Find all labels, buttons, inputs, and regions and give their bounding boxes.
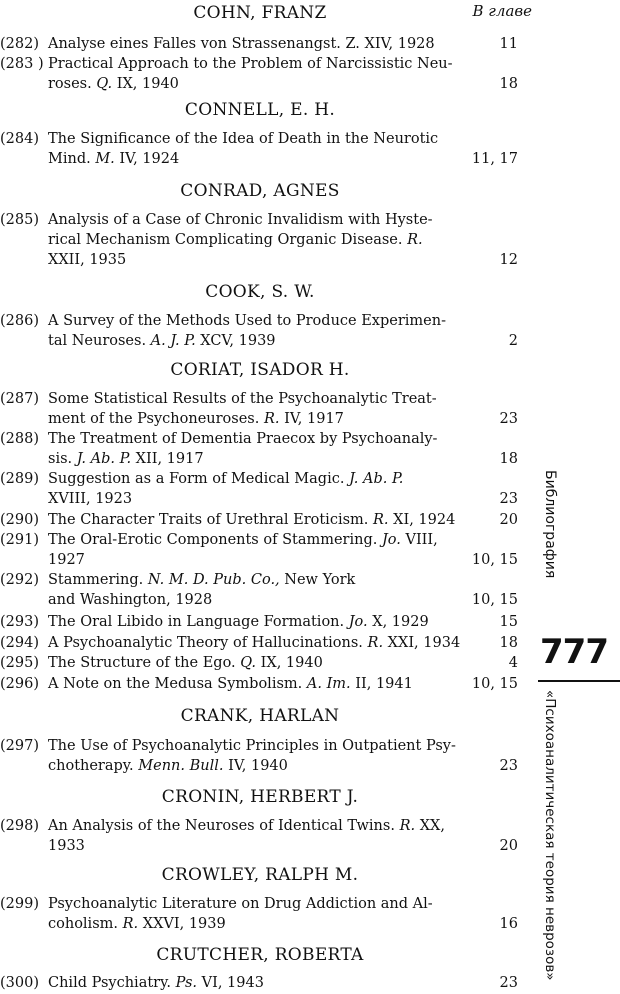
author-heading: CONNELL, E. H. (184, 100, 336, 120)
citation-text: The Use of Psychoanalytic Principles in Outpatient Psy- (48, 738, 456, 754)
citation-text: A Note on the Medusa Symbolism. (48, 676, 307, 692)
citation-text: Suggestion as a Form of Medical Magic. (48, 471, 350, 487)
entry-citation-line (48, 429, 448, 449)
entry-number: (297) (0, 738, 39, 754)
chapter-reference: 23 (499, 758, 518, 774)
journal-abbreviation: M. (95, 151, 115, 167)
citation-text: Practical Approach to the Problem of Narcissistic Neu- (48, 56, 453, 72)
entry-number: (296) (0, 676, 39, 692)
entry-citation-line (48, 653, 448, 673)
entry-citation-line (48, 409, 448, 429)
journal-abbreviation: Q. (96, 76, 113, 92)
citation-text: XX, (415, 818, 445, 834)
bibliography-entry (0, 633, 530, 653)
entry-number: (287) (0, 391, 39, 407)
chapter-reference: 12 (499, 252, 518, 268)
citation-text: chotherapy. (48, 758, 139, 774)
bibliography-entry (0, 973, 530, 993)
journal-abbreviation: J. Ab. P. (76, 451, 132, 467)
entry-citation-line (48, 570, 448, 590)
page-number: 777 (540, 632, 608, 672)
journal-abbreviation: R. (407, 232, 423, 248)
citation-text: The Significance of the Idea of Death in the Neurotic (48, 131, 439, 147)
entry-citation-line (48, 510, 456, 530)
entry-number: (300) (0, 975, 39, 991)
citation-text: 1933 (48, 838, 85, 854)
citation-text: roses. (48, 76, 97, 92)
chapter-reference: 23 (499, 491, 518, 507)
citation-text: A Survey of the Methods Used to Produce Experimen- (48, 313, 446, 329)
citation-text: IV, 1917 (279, 411, 344, 427)
journal-abbreviation: R. (367, 635, 384, 651)
journal-abbreviation: Q. (240, 655, 257, 671)
entry-citation-line (48, 612, 448, 632)
citation-text: and Washington, 1928 (48, 592, 213, 608)
journal-abbreviation: R. (399, 818, 416, 834)
bibliography-entry (0, 54, 530, 94)
entry-citation-line (48, 816, 448, 836)
bibliography-entry (0, 570, 530, 610)
chapter-reference: 10, 15 (471, 676, 518, 692)
entry-citation-line (48, 590, 448, 610)
chapter-reference: 20 (499, 838, 518, 854)
citation-text: XVIII, 1923 (48, 491, 133, 507)
entry-number: (298) (0, 818, 39, 834)
journal-abbreviation: Jo. (381, 532, 401, 548)
author-heading: COHN, FRANZ (193, 3, 327, 23)
entry-citation-line (48, 449, 448, 469)
chapter-reference: 18 (499, 76, 518, 92)
entry-citation-line (48, 311, 448, 331)
entry-citation-line (48, 250, 448, 270)
entry-citation-line (48, 34, 448, 54)
entry-citation-line (48, 331, 448, 351)
entry-citation-line (48, 469, 448, 489)
entry-number: (286) (0, 313, 39, 329)
running-book-title: «Психоаналитическая теория неврозов» (542, 690, 558, 981)
journal-abbreviation: Menn. Bull. (138, 758, 224, 774)
bibliography-entry (0, 129, 530, 169)
citation-text: XII, 1917 (131, 451, 204, 467)
citation-text: sis. (48, 451, 77, 467)
chapter-reference: 18 (499, 635, 518, 651)
chapter-reference: 20 (499, 512, 518, 528)
citation-text: The Treatment of Dementia Praecox by Psychoanaly- (48, 431, 438, 447)
bibliography-entry (0, 736, 530, 776)
chapter-reference: 4 (508, 655, 518, 671)
author-heading: CRONIN, HERBERT J. (161, 787, 359, 807)
citation-text: ment of the Psychoneuroses. (48, 411, 264, 427)
entry-citation-line (48, 530, 448, 550)
citation-text: X, 1929 (367, 614, 429, 630)
author-heading: CRUTCHER, ROBERTA (156, 945, 364, 965)
journal-abbreviation: Jo. (348, 614, 368, 630)
citation-text: II, 1941 (350, 676, 413, 692)
entry-citation-line (48, 914, 448, 934)
entry-citation-line (48, 836, 448, 856)
entry-number: (290) (0, 512, 39, 528)
journal-abbreviation: R. (373, 512, 389, 528)
entry-citation-line (48, 230, 448, 250)
running-section-title: Библиография (542, 470, 558, 579)
citation-text: An Analysis of the Neuroses of Identical Twins. (48, 818, 400, 834)
chapter-reference: 18 (499, 451, 518, 467)
bibliography-entry (0, 34, 530, 54)
journal-abbreviation: J. Ab. P. (349, 471, 404, 487)
journal-abbreviation: A. Im. (306, 676, 351, 692)
bibliography-entry (0, 530, 530, 570)
entry-citation-line (48, 149, 448, 169)
author-heading: COOK, S. W. (205, 282, 315, 302)
citation-text: XXII, 1935 (48, 252, 127, 268)
entry-number: (295) (0, 655, 39, 671)
author-heading: CORIAT, ISADOR H. (170, 360, 350, 380)
journal-abbreviation: N. M. D. Pub. Co., (147, 572, 280, 588)
author-heading: CRANK, HARLAN (180, 706, 340, 726)
column-header: В главе (472, 2, 532, 20)
bibliography-entry (0, 816, 530, 856)
citation-text: XXI, 1934 (383, 635, 461, 651)
entry-number: (293) (0, 614, 39, 630)
entry-citation-line (48, 129, 448, 149)
entry-citation-line (48, 633, 461, 653)
citation-text: Child Psychiatry. (48, 975, 176, 991)
bibliography-entry (0, 612, 530, 632)
citation-text: IV, 1924 (114, 151, 180, 167)
entry-citation-line (48, 550, 448, 570)
entry-citation-line (48, 74, 448, 94)
journal-abbreviation: R. (263, 411, 280, 427)
citation-text: XI, 1924 (388, 512, 456, 528)
bibliography-entry (0, 894, 530, 934)
page-number-rule (538, 680, 620, 682)
chapter-reference: 23 (499, 411, 518, 427)
entry-citation-line (48, 54, 453, 74)
bibliography-entry (0, 469, 530, 509)
citation-text: XXVI, 1939 (138, 916, 226, 932)
citation-text: 1927 (48, 552, 85, 568)
entry-number: (284) (0, 131, 39, 147)
entry-citation-line (48, 389, 448, 409)
chapter-reference: 11, 17 (471, 151, 518, 167)
chapter-reference: 10, 15 (471, 592, 518, 608)
citation-text: IV, 1940 (223, 758, 288, 774)
journal-abbreviation: R. (122, 916, 139, 932)
bibliography-entry (0, 653, 530, 673)
entry-citation-line (48, 674, 448, 694)
entry-number: (285) (0, 212, 39, 228)
chapter-reference: 16 (499, 916, 518, 932)
citation-text: coholism. (48, 916, 123, 932)
bibliography-entry (0, 311, 530, 351)
chapter-reference: 23 (499, 975, 518, 991)
author-heading: CROWLEY, RALPH M. (161, 865, 359, 885)
citation-text: VIII, (400, 532, 438, 548)
citation-text: rical Mechanism Complicating Organic Disease. (48, 232, 408, 248)
entry-number: (292) (0, 572, 39, 588)
citation-text: The Oral Libido in Language Formation. (48, 614, 349, 630)
citation-text: VI, 1943 (197, 975, 264, 991)
bibliography-entry (0, 510, 530, 530)
entry-citation-line (48, 756, 448, 776)
bibliography-entry (0, 429, 530, 469)
citation-text: New York (279, 572, 356, 588)
entry-number: (283 ) (0, 56, 44, 72)
entry-number: (289) (0, 471, 39, 487)
chapter-reference: 11 (499, 36, 518, 52)
bibliography-entry (0, 210, 530, 270)
citation-text: tal Neuroses. (48, 333, 151, 349)
citation-text: Analyse eines Falles von Strassenangst. Z. XIV, 1928 (48, 36, 435, 52)
citation-text: XCV, 1939 (195, 333, 276, 349)
citation-text: Stammering. (48, 572, 148, 588)
bibliography-entry (0, 389, 530, 429)
entry-number: (282) (0, 36, 39, 52)
entry-citation-line (48, 736, 456, 756)
entry-number: (288) (0, 431, 39, 447)
entry-citation-line (48, 489, 448, 509)
chapter-reference: 2 (508, 333, 518, 349)
citation-text: Analysis of a Case of Chronic Invalidism with Hyste- (48, 212, 433, 228)
chapter-reference: 10, 15 (471, 552, 518, 568)
entry-number: (299) (0, 896, 39, 912)
entry-citation-line (48, 894, 448, 914)
author-heading: CONRAD, AGNES (180, 181, 340, 201)
journal-abbreviation: A. J. P. (150, 333, 196, 349)
chapter-reference: 15 (499, 614, 518, 630)
citation-text: The Oral-Erotic Components of Stammering. (48, 532, 382, 548)
citation-text: Some Statistical Results of the Psychoanalytic Treat- (48, 391, 437, 407)
entry-citation-line (48, 973, 448, 993)
citation-text: IX, 1940 (256, 655, 323, 671)
entry-number: (294) (0, 635, 39, 651)
journal-abbreviation: Ps. (175, 975, 198, 991)
entry-citation-line (48, 210, 448, 230)
citation-text: Psychoanalytic Literature on Drug Addiction and Al- (48, 896, 433, 912)
citation-text: Mind. (48, 151, 96, 167)
citation-text: A Psychoanalytic Theory of Hallucinations. (48, 635, 368, 651)
citation-text: IX, 1940 (112, 76, 179, 92)
entry-number: (291) (0, 532, 39, 548)
citation-text: The Structure of the Ego. (48, 655, 241, 671)
bibliography-entry (0, 674, 530, 694)
citation-text: The Character Traits of Urethral Eroticism. (48, 512, 373, 528)
